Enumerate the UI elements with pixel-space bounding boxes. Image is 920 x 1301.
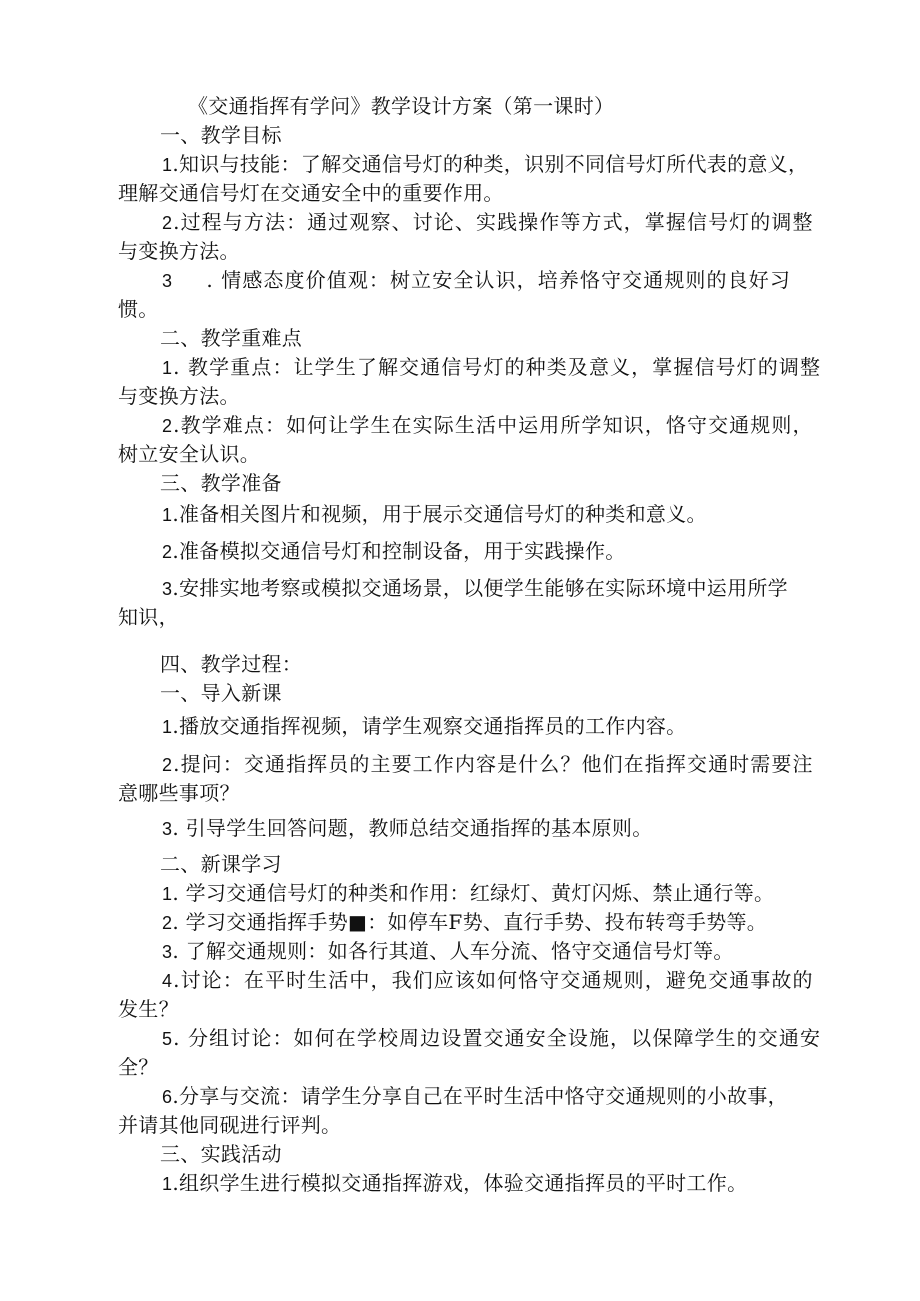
item-text: . 引导学生回答问题，教师总结交通指挥的基本原则。 (172, 816, 653, 840)
new-lesson-item-5-cont: 全？ (118, 1055, 159, 1079)
item-text: . 情感态度价值观：树立安全认识，培养恪守交通规则的良好习 (206, 268, 791, 292)
objective-item-2-cont: 与变换方法。 (118, 239, 240, 263)
item-text: . 了解交通规则：如各行其道、人车分流、恪守交通信号灯等。 (172, 939, 734, 963)
item-text: .提问：交通指挥员的主要工作内容是什么？他们在指挥交通时需要注 (173, 752, 814, 776)
new-lesson-item-5 (162, 1025, 821, 1052)
item-text: .教学难点：如何让学生在实际生活中运用所学知识，恪守交通规则， (173, 413, 814, 437)
item-number: 2 (162, 755, 174, 775)
item-text: .分享与交流：请学生分享自己在平时生活中恪守交通规则的小故事， (172, 1084, 788, 1108)
item-text: . 教学重点：让学生了解交通信号灯的种类及意义，掌握信号灯的调整 (173, 355, 822, 379)
intro-item-2-cont: 意哪些事项？ (118, 781, 240, 805)
objective-item-1 (162, 151, 808, 178)
item-text: . 学习交通指挥手势■：如停车F势、直行手势、投布转弯手势等。 (172, 910, 768, 934)
preparation-item-2 (162, 538, 626, 565)
item-text: .组织学生进行模拟交通指挥游戏，体验交通指挥员的平时工作。 (172, 1171, 748, 1195)
item-number: 1 (162, 1174, 173, 1194)
item-number: 2 (162, 213, 174, 233)
objective-item-1-cont: 理解交通信号灯在交通安全中的重要作用。 (118, 181, 504, 205)
item-text: .播放交通指挥视频，请学生观察交通指挥员的工作内容。 (172, 714, 687, 738)
key-point-item-1-cont: 与变换方法。 (118, 384, 240, 408)
item-text: . 学习交通信号灯的种类和作用：红绿灯、黄灯闪烁、禁止通行等。 (172, 881, 775, 905)
item-number: 3 (162, 819, 173, 839)
practice-item-1 (162, 1170, 747, 1197)
new-lesson-item-2 (162, 909, 767, 936)
objective-item-3 (162, 267, 791, 294)
preparation-item-3-cont: 知识， (118, 605, 179, 629)
section-heading-process: 四、教学过程： (160, 652, 303, 676)
item-number: 1 (162, 358, 174, 378)
objective-item-2 (162, 209, 814, 236)
item-number: 3 (162, 579, 173, 599)
item-text: .准备相关图片和视频，用于展示交通信号灯的种类和意义。 (172, 502, 707, 526)
new-lesson-item-6 (162, 1083, 788, 1110)
item-text: .讨论：在平时生活中，我们应该如何恪守交通规则，避免交通事故的 (173, 968, 814, 992)
subsection-heading-new-lesson: 二、新课学习 (160, 852, 282, 876)
item-number: 3 (162, 942, 173, 962)
item-text: . 分组讨论：如何在学校周边设置交通安全设施，以保障学生的交通安 (173, 1026, 822, 1050)
item-number: 2 (162, 913, 173, 933)
item-number: 2 (162, 542, 173, 562)
item-number: 6 (162, 1087, 173, 1107)
intro-item-2 (162, 751, 814, 778)
new-lesson-item-4 (162, 967, 814, 994)
item-number: 1 (162, 717, 173, 737)
preparation-item-3 (162, 575, 788, 602)
section-heading-objectives: 一、教学目标 (160, 123, 282, 147)
item-number: 1 (162, 884, 173, 904)
item-number: 1 (162, 505, 173, 525)
new-lesson-item-4-cont: 发生？ (118, 997, 179, 1021)
new-lesson-item-6-cont: 并请其他同砚进行评判。 (118, 1113, 342, 1137)
intro-item-1 (162, 713, 686, 740)
item-number: 1 (162, 155, 173, 175)
item-number: 5 (162, 1029, 174, 1049)
item-text: .安排实地考察或模拟交通场景，以便学生能够在实际环境中运用所学 (172, 576, 788, 600)
item-number: 4 (162, 971, 174, 991)
section-heading-key-points: 二、教学重难点 (160, 326, 303, 350)
preparation-item-1 (162, 501, 707, 528)
objective-item-3-cont: 惯。 (118, 297, 159, 321)
document-title: 《交通指挥有学问》教学设计方案（第一课时） (188, 94, 615, 118)
key-point-item-1 (162, 354, 821, 381)
key-point-item-2-cont: 树立安全认识。 (118, 442, 261, 466)
subsection-heading-intro: 一、导入新课 (160, 681, 282, 705)
item-text: .知识与技能：了解交通信号灯的种类，识别不同信号灯所代表的意义， (172, 152, 809, 176)
subsection-heading-practice: 三、实践活动 (160, 1142, 282, 1166)
item-text: .准备模拟交通信号灯和控制设备，用于实践操作。 (172, 539, 626, 563)
item-number: 3 (162, 271, 173, 291)
section-heading-preparation: 三、教学准备 (160, 471, 282, 495)
item-text: .过程与方法：通过观察、讨论、实践操作等方式，掌握信号灯的调整 (173, 210, 814, 234)
key-point-item-2 (162, 412, 814, 439)
intro-item-3 (162, 815, 653, 842)
new-lesson-item-1 (162, 880, 774, 907)
item-number: 2 (162, 416, 174, 436)
new-lesson-item-3 (162, 938, 734, 965)
